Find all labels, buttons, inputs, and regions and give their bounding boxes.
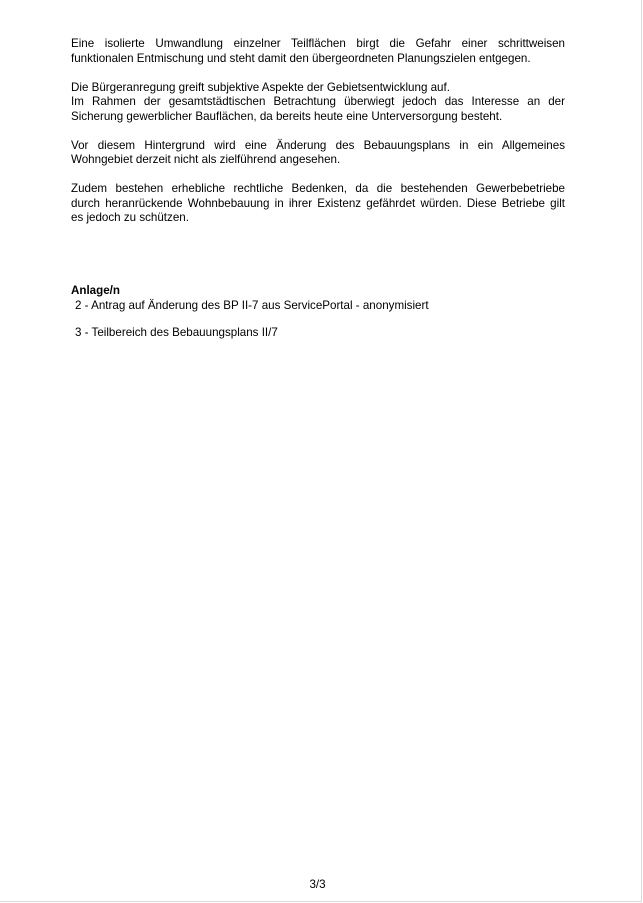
paragraph-citizen-suggestion — [71, 81, 565, 125]
text-line: durch heranrückende Wohnbebauung in ihrer Existenz gefährdet würden. Diese Betriebe gilt — [71, 196, 565, 210]
text-line: Im Rahmen der gesamtstädtischen Betrachtung überwiegt jedoch das Interesse an der — [71, 95, 565, 108]
attachments-section — [71, 284, 429, 341]
attachment-item: 2 - Antrag auf Änderung des BP II-7 aus ServicePortal - anonymisiert — [75, 298, 429, 312]
text-line: Die Bürgeranregung greift subjektive Aspekte der Gebietsentwicklung auf. — [71, 80, 450, 94]
text-line: Zudem bestehen erhebliche rechtliche Bedenken, da die bestehenden Gewerbebetriebe — [71, 182, 565, 195]
paragraph-conclusion — [71, 139, 565, 168]
text-line: Eine isolierte Umwandlung einzelner Teilflächen birgt die Gefahr einer schrittweisen — [71, 37, 565, 50]
paragraph-mixed-use-risk — [71, 37, 565, 66]
text-line: Vor diesem Hintergrund wird eine Änderung des Bebauungsplans in ein Allgemeines — [71, 138, 565, 152]
text-line: funktionalen Entmischung und steht damit den übergeordneten Planungszielen entgegen. — [71, 51, 531, 65]
attachment-item: 3 - Teilbereich des Bebauungsplans II/7 — [75, 326, 278, 339]
paragraph-legal-concerns — [71, 182, 565, 226]
page-number: 3/3 — [309, 878, 326, 891]
body-text — [71, 37, 565, 240]
text-line: Sicherung gewerblicher Bauflächen, da bereits heute eine Unterversorgung besteht. — [71, 109, 503, 123]
attachments-heading: Anlage/n — [71, 284, 120, 297]
text-line: Wohngebiet derzeit nicht als zielführend angesehen. — [71, 153, 341, 166]
text-line: es jedoch zu schützen. — [71, 211, 189, 224]
